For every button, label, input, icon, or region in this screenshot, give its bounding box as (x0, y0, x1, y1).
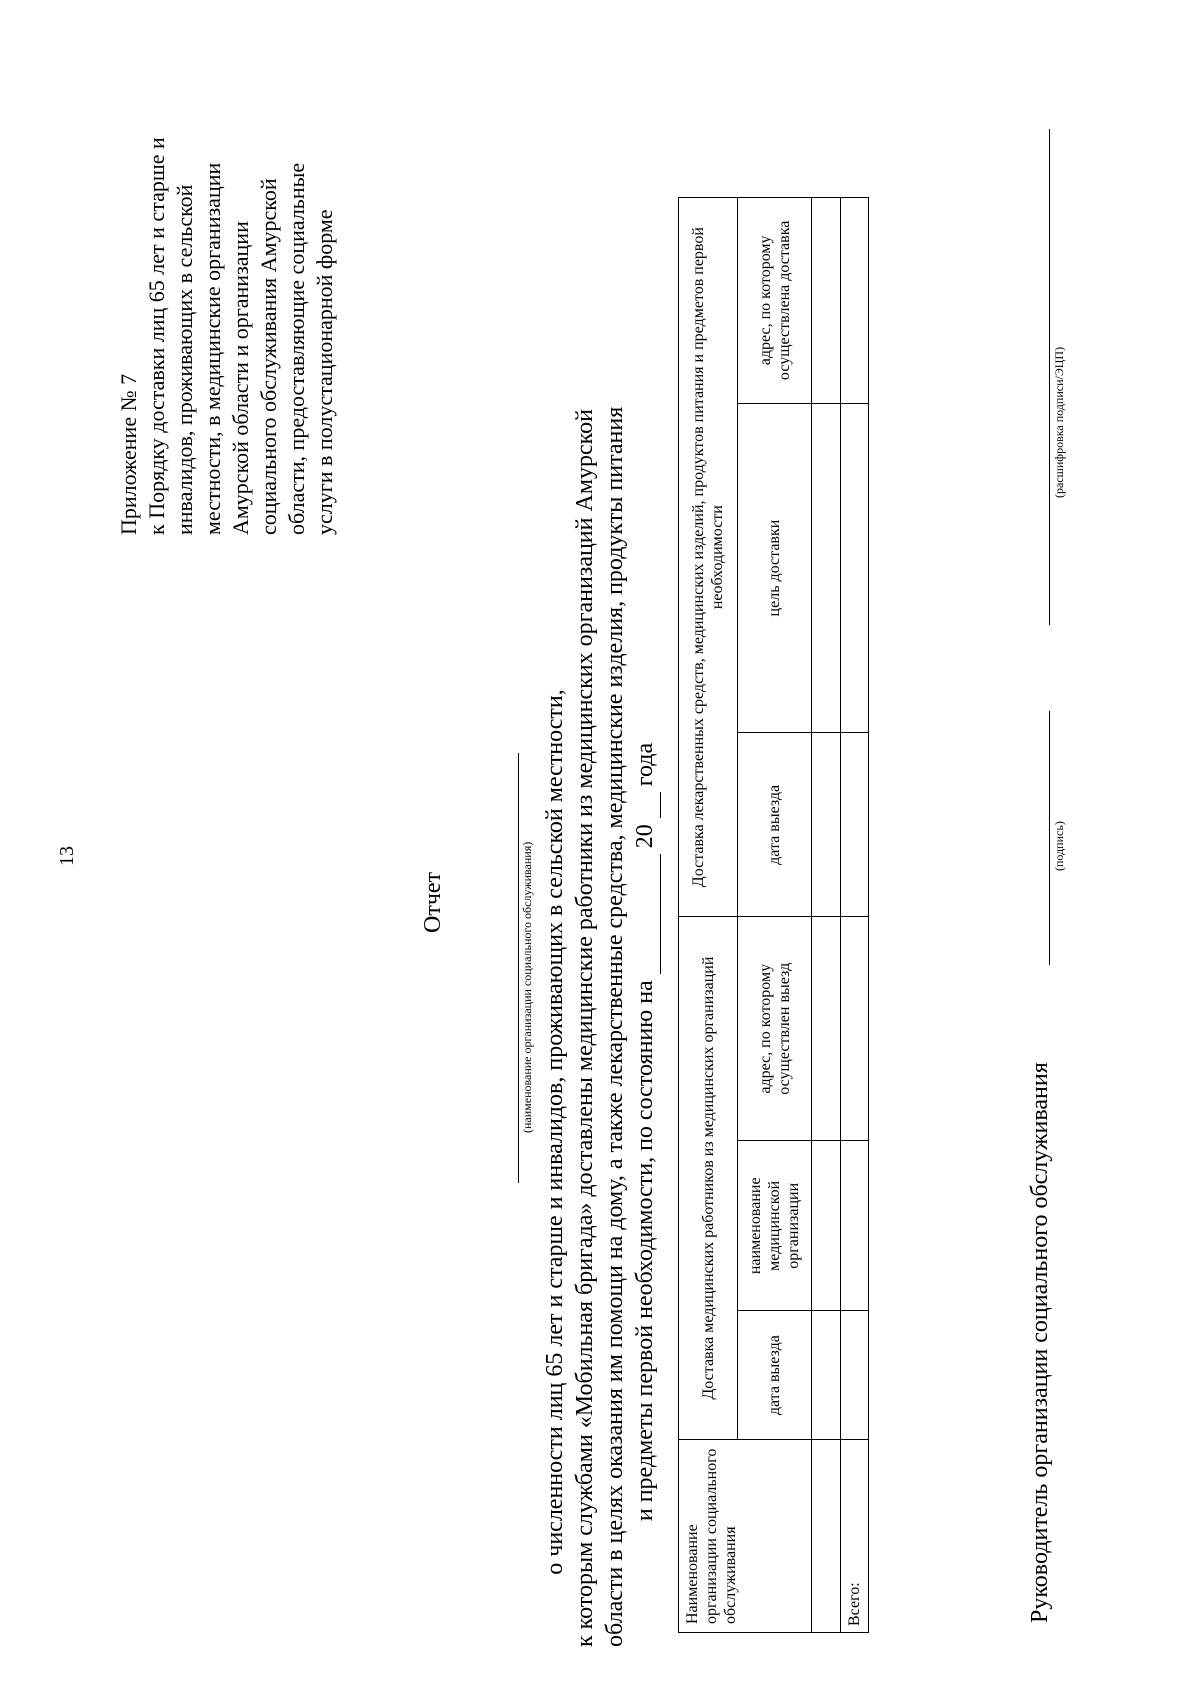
table-cell[interactable] (812, 1141, 841, 1311)
total-label: Всего: (841, 1439, 869, 1632)
signature-decode-field[interactable] (1048, 129, 1050, 625)
table-cell[interactable] (841, 733, 869, 917)
signature-field[interactable] (1048, 711, 1050, 965)
table-total-row (841, 198, 869, 1633)
table-cell[interactable] (841, 403, 869, 733)
appendix-line: к Порядку доставки лиц 65 лет и старше и (144, 137, 169, 535)
report-text-line: области в целях оказания им помощи на дому, а также лекарственные средства, медицинские изделия, продукты питания (602, 406, 628, 1647)
table-cell[interactable] (841, 1311, 869, 1440)
header-g2-date: дата выезда (738, 733, 812, 917)
appendix-line: Амурской области и организации (228, 221, 253, 535)
appendix-line: услуги в полустационарной форме (312, 209, 337, 535)
report-text-line: к которым службами «Мобильная бригада» доставлены медицинские работники из медицинских организаций Амурской (572, 409, 598, 1647)
table-cell[interactable] (812, 917, 841, 1141)
header-g1-date: дата выезда (738, 1311, 812, 1440)
appendix-line: инвалидов, проживающих в сельской (172, 184, 197, 535)
organization-name-caption: (наименование организации социального обслуживания) (520, 841, 534, 1133)
appendix-line: Приложение № 7 (116, 373, 141, 535)
table-cell[interactable] (812, 1439, 841, 1632)
table-cell[interactable] (841, 1141, 869, 1311)
signature-caption: (подпись) (1052, 821, 1066, 871)
organization-name-field[interactable] (496, 753, 519, 1183)
table-header-row (679, 198, 738, 1633)
date-suffix: года (632, 742, 658, 787)
date-year-prefix: 20 (632, 824, 658, 849)
table-cell[interactable] (812, 733, 841, 917)
report-title: Отчет (420, 871, 446, 933)
signature-decode-caption: (расшифровка подписи/ЭЦП) (1052, 346, 1066, 498)
table-cell[interactable] (841, 198, 869, 404)
table-cell[interactable] (841, 917, 869, 1141)
report-text-line-date (630, 617, 661, 1647)
header-g2-address: адрес, по которому осуществлена доставка (738, 198, 812, 404)
header-g2-purpose: цель доставки (738, 403, 812, 733)
page-number: 13 (56, 846, 78, 866)
header-organization: Наименование организации социального обслуживания (679, 1439, 812, 1632)
header-g1-medical-org: наименование медицинской организации (738, 1141, 812, 1311)
appendix-line: местности, в медицинские организации (200, 162, 225, 535)
table-subheader-row (738, 198, 812, 1633)
head-of-organization-label: Руководитель организации социального обслуживания (1027, 1062, 1053, 1623)
header-medical-workers-delivery: Доставка медицинских работников из медицинских организаций (679, 917, 738, 1440)
report-text-line: о численности лиц 65 лет и старше и инвалидов, проживающих в сельской местности, (542, 689, 568, 1575)
date-day-month-field[interactable] (630, 854, 661, 974)
header-g1-address: адрес, по которому осуществлен выезд (738, 917, 812, 1141)
date-year-field[interactable] (630, 792, 661, 818)
report-description (540, 406, 661, 1647)
appendix-line: области, предоставляющие социальные (284, 162, 309, 535)
appendix-line: социального обслуживания Амурской (256, 178, 281, 535)
table-cell[interactable] (812, 403, 841, 733)
table-row (812, 198, 841, 1633)
header-goods-delivery: Доставка лекарственных средств, медицинских изделий, продуктов питания и предметов первой необходимости (679, 198, 738, 917)
appendix-note (115, 15, 339, 535)
report-text-last-line: и предметы первой необходимости, по состоянию на (632, 980, 658, 1522)
report-table (678, 197, 869, 1633)
table-cell[interactable] (812, 1311, 841, 1440)
table-cell[interactable] (812, 198, 841, 404)
